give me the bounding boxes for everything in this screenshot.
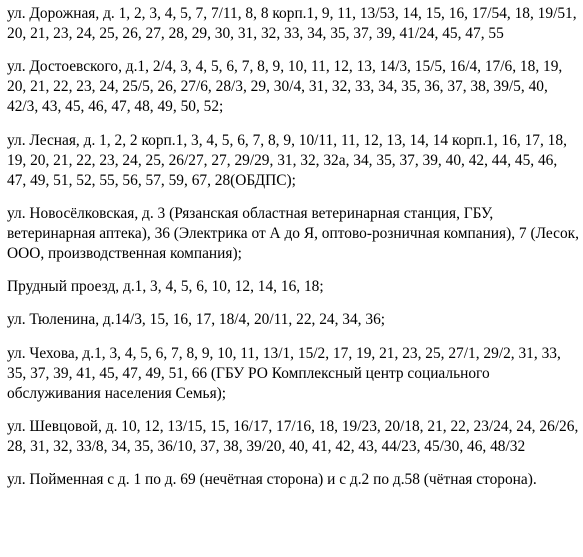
street-shevtsovoy-paragraph: ул. Шевцовой, д. 10, 12, 13/15, 15, 16/17, 17/16, 18, 19/23, 20/18, 21, 22, 23/24, 24, 26/26, 28, 31, 32, 33/8, 34, 35, 36/10, 37, 38, 39/20, 40, 41, 42, 43, 44/23, 45/30, 46, 48/32 bbox=[7, 418, 579, 456]
street-poymennaya-paragraph: ул. Пойменная с д. 1 по д. 69 (нечётная сторона) и с д.2 по д.58 (чётная сторона). bbox=[7, 471, 537, 489]
street-chekhova-paragraph: ул. Чехова, д.1, 3, 4, 5, 6, 7, 8, 9, 10, 11, 13/1, 15/2, 17, 19, 21, 23, 25, 27/1, 29/2, 31, 33, 35, 37, 39, 41, 45, 47, 49, 51, 66 (ГБУ РО Комплексный центр социального обслуживания населения Семья); bbox=[7, 344, 561, 402]
street-novoselkovskaya-paragraph: ул. Новосёлковская, д. 3 (Рязанская областная ветеринарная станция, ГБУ, ветеринарная аптека), 36 (Электрика от А до Я, оптово-розничная компания), 7 (Лесок, ООО, производственная компания); bbox=[7, 204, 579, 262]
street-dostoevskogo-paragraph: ул. Достоевского, д.1, 2/4, 3, 4, 5, 6, 7, 8, 9, 10, 11, 12, 13, 14/3, 15/5, 16/4, 17/6, 18, 19, 20, 21, 22, 23, 24, 25/5, 26, 27/6, 28/3, 29, 30/4, 31, 32, 33, 34, 35, 36, 37, 38, 39/5, 40, 42/3, 43, 45, 46, 47, 48, 49, 50, 52; bbox=[7, 58, 563, 116]
street-dorozhnaya-paragraph: ул. Дорожная, д. 1, 2, 3, 4, 5, 7, 7/11, 8, 8 корп.1, 9, 11, 13/53, 14, 15, 16, 17/54, 18, 19/51, 20, 21, 23, 24, 25, 26, 27, 28, 29, 30, 31, 32, 33, 34, 35, 37, 39, 41/24, 45, 47, 55 bbox=[7, 5, 577, 42]
street-tyulenina-paragraph: ул. Тюленина, д.14/3, 15, 16, 17, 18/4, 20/11, 22, 24, 34, 36; bbox=[7, 311, 386, 329]
address-document bbox=[0, 4, 583, 557]
prudny-proezd-paragraph: Прудный проезд, д.1, 3, 4, 5, 6, 10, 12, 14, 16, 18; bbox=[7, 278, 324, 296]
street-lesnaya-paragraph: ул. Лесная, д. 1, 2, 2 корп.1, 3, 4, 5, 6, 7, 8, 9, 10/11, 11, 12, 13, 14, 14 корп.1, 16, 17, 18, 19, 20, 21, 22, 23, 24, 25, 26/27, 27, 29/29, 31, 32, 32а, 34, 35, 37, 39, 40, 42, 44, 45, 46, 47, 49, 51, 52, 55, 56, 57, 59, 67, 28(ОБДПС); bbox=[7, 131, 567, 189]
